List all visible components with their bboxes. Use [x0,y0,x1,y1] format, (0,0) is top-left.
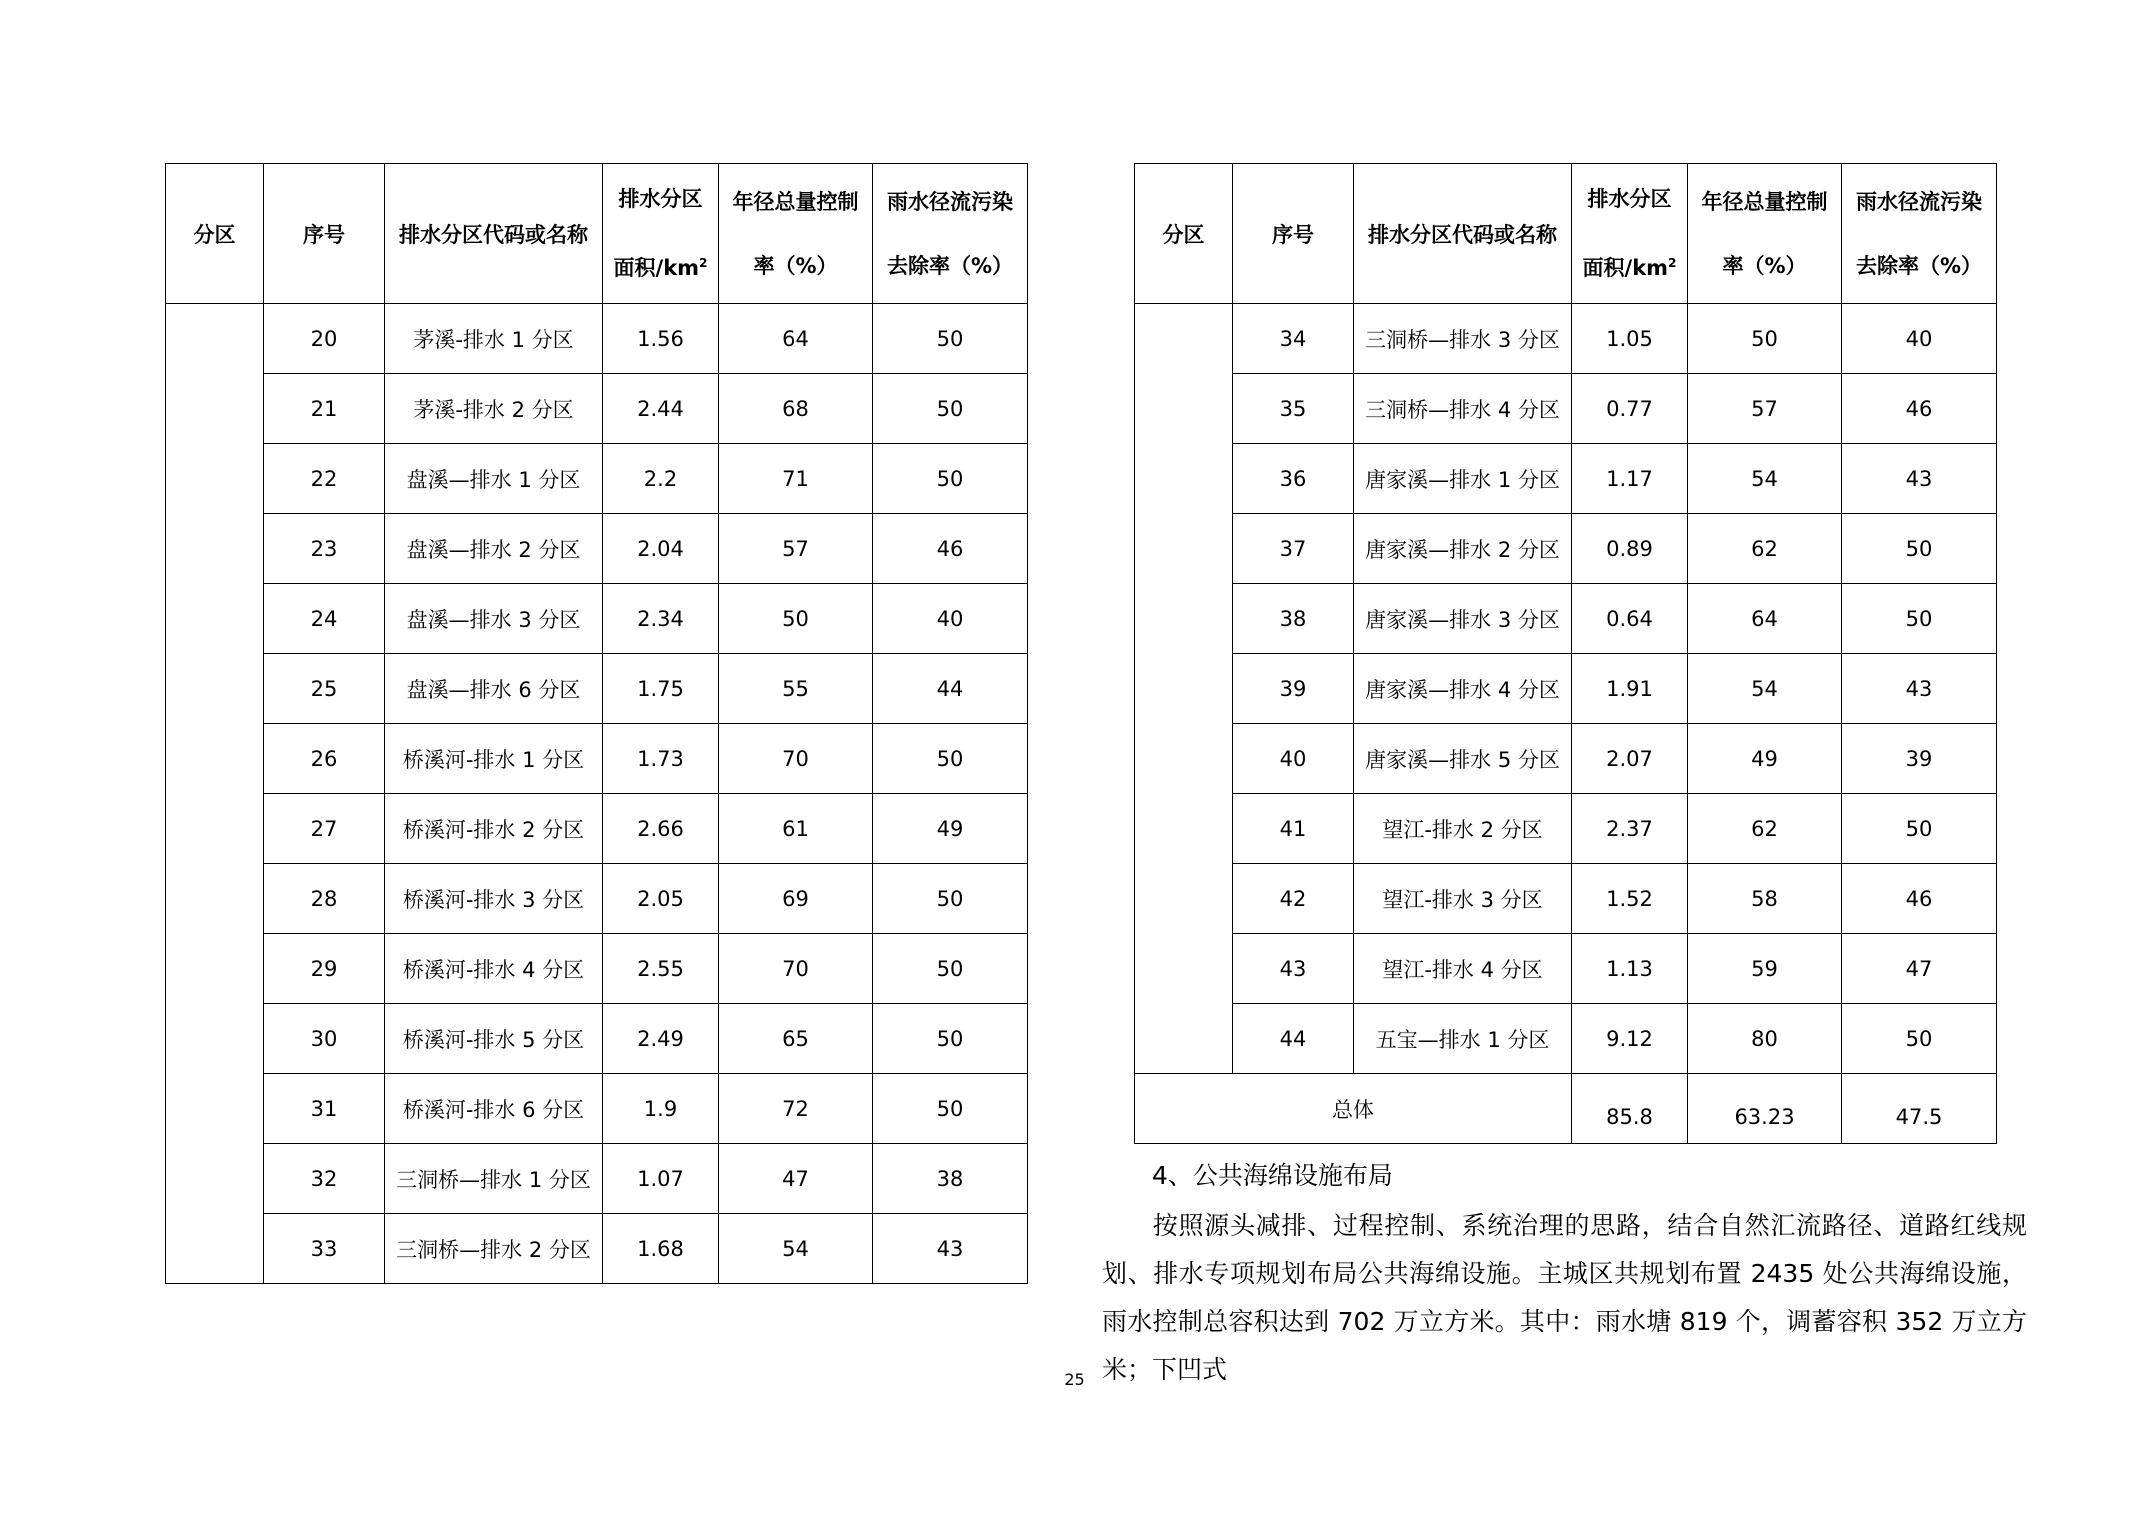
control-rate-cell: 65 [719,1004,873,1074]
removal-rate-cell: 50 [873,864,1028,934]
area-cell: 2.66 [603,794,719,864]
removal-rate-cell: 39 [1842,724,1997,794]
control-rate-cell: 62 [1688,794,1842,864]
header-name: 排水分区代码或名称 [385,164,603,304]
removal-rate-cell: 50 [873,1004,1028,1074]
total-removal: 47.5 [1842,1074,1997,1144]
table-header-row [1135,164,1997,304]
table-row [166,584,1028,654]
header-removal: 雨水径流污染 去除率（%） [1842,164,1997,304]
name-cell: 唐家溪—排水 2 分区 [1354,514,1572,584]
name-cell: 桥溪河-排水 1 分区 [385,724,603,794]
control-rate-cell: 64 [1688,584,1842,654]
removal-rate-cell: 50 [873,1074,1028,1144]
total-area: 85.8 [1572,1074,1688,1144]
name-cell: 唐家溪—排水 3 分区 [1354,584,1572,654]
removal-rate-cell: 50 [873,374,1028,444]
removal-rate-cell: 47 [1842,934,1997,1004]
control-rate-cell: 80 [1688,1004,1842,1074]
name-cell: 望江-排水 2 分区 [1354,794,1572,864]
left-drainage-table [165,163,1028,1284]
control-rate-cell: 54 [1688,444,1842,514]
area-cell: 2.2 [603,444,719,514]
header-control: 年径总量控制 率（%） [1688,164,1842,304]
seq-cell: 42 [1233,864,1354,934]
seq-cell: 44 [1233,1004,1354,1074]
removal-rate-cell: 40 [1842,304,1997,374]
header-removal: 雨水径流污染 去除率（%） [873,164,1028,304]
removal-rate-cell: 46 [1842,864,1997,934]
name-cell: 三洞桥—排水 3 分区 [1354,304,1572,374]
name-cell: 望江-排水 3 分区 [1354,864,1572,934]
area-cell: 1.13 [1572,934,1688,1004]
seq-cell: 29 [264,934,385,1004]
name-cell: 盘溪—排水 2 分区 [385,514,603,584]
table-row [166,1074,1028,1144]
name-cell: 桥溪河-排水 4 分区 [385,934,603,1004]
name-cell: 盘溪—排水 1 分区 [385,444,603,514]
seq-cell: 35 [1233,374,1354,444]
table-row [1135,584,1997,654]
table-row [166,934,1028,1004]
total-control: 63.23 [1688,1074,1842,1144]
section-heading: 4、公共海绵设施布局 [1152,1161,1393,1190]
area-cell: 0.89 [1572,514,1688,584]
table-row [1135,654,1997,724]
area-cell: 1.52 [1572,864,1688,934]
table-row [1135,1004,1997,1074]
table-row [1135,514,1997,584]
table-row [166,1004,1028,1074]
removal-rate-cell: 50 [1842,584,1997,654]
header-control: 年径总量控制 率（%） [719,164,873,304]
area-cell: 1.91 [1572,654,1688,724]
header-seq: 序号 [1233,164,1354,304]
removal-rate-cell: 50 [873,444,1028,514]
area-cell: 2.05 [603,864,719,934]
control-rate-cell: 55 [719,654,873,724]
seq-cell: 36 [1233,444,1354,514]
area-cell: 2.04 [603,514,719,584]
name-cell: 三洞桥—排水 2 分区 [385,1214,603,1284]
table-row [1135,864,1997,934]
control-rate-cell: 54 [1688,654,1842,724]
seq-cell: 21 [264,374,385,444]
seq-cell: 41 [1233,794,1354,864]
area-cell: 0.64 [1572,584,1688,654]
name-cell: 望江-排水 4 分区 [1354,934,1572,1004]
removal-rate-cell: 46 [873,514,1028,584]
control-rate-cell: 69 [719,864,873,934]
seq-cell: 25 [264,654,385,724]
table-row [166,794,1028,864]
removal-rate-cell: 38 [873,1144,1028,1214]
table-row [166,654,1028,724]
control-rate-cell: 54 [719,1214,873,1284]
table-row [1135,934,1997,1004]
area-cell: 2.49 [603,1004,719,1074]
seq-cell: 22 [264,444,385,514]
area-cell: 2.55 [603,934,719,1004]
area-cell: 9.12 [1572,1004,1688,1074]
control-rate-cell: 70 [719,724,873,794]
seq-cell: 39 [1233,654,1354,724]
seq-cell: 38 [1233,584,1354,654]
area-cell: 1.17 [1572,444,1688,514]
name-cell: 三洞桥—排水 4 分区 [1354,374,1572,444]
removal-rate-cell: 50 [1842,794,1997,864]
zone-cell [1135,304,1233,1074]
name-cell: 盘溪—排水 3 分区 [385,584,603,654]
header-zone: 分区 [1135,164,1233,304]
name-cell: 唐家溪—排水 4 分区 [1354,654,1572,724]
right-drainage-table [1134,163,1997,1144]
header-area: 排水分区 面积$/km^2$ [603,164,719,304]
table-row [1135,724,1997,794]
removal-rate-cell: 43 [1842,654,1997,724]
control-rate-cell: 71 [719,444,873,514]
control-rate-cell: 61 [719,794,873,864]
control-rate-cell: 57 [1688,374,1842,444]
removal-rate-cell: 50 [873,304,1028,374]
control-rate-cell: 58 [1688,864,1842,934]
area-cell: 1.68 [603,1214,719,1284]
name-cell: 唐家溪—排水 5 分区 [1354,724,1572,794]
seq-cell: 26 [264,724,385,794]
table-row [166,374,1028,444]
header-area: 排水分区 面积$/km^2$ [1572,164,1688,304]
zone-cell [166,304,264,1284]
table-row [1135,444,1997,514]
table-row [166,864,1028,934]
area-cell: 1.07 [603,1144,719,1214]
area-cell: 1.56 [603,304,719,374]
removal-rate-cell: 50 [873,724,1028,794]
control-rate-cell: 57 [719,514,873,584]
table-row [166,724,1028,794]
table-row [166,514,1028,584]
area-cell: 2.34 [603,584,719,654]
name-cell: 唐家溪—排水 1 分区 [1354,444,1572,514]
control-rate-cell: 49 [1688,724,1842,794]
table-row [1135,794,1997,864]
header-seq: 序号 [264,164,385,304]
seq-cell: 37 [1233,514,1354,584]
removal-rate-cell: 50 [1842,514,1997,584]
area-cell: 1.73 [603,724,719,794]
seq-cell: 31 [264,1074,385,1144]
name-cell: 桥溪河-排水 6 分区 [385,1074,603,1144]
area-cell: 1.75 [603,654,719,724]
seq-cell: 27 [264,794,385,864]
name-cell: 桥溪河-排水 2 分区 [385,794,603,864]
page-number: 25 [1064,1370,1085,1389]
seq-cell: 28 [264,864,385,934]
header-zone: 分区 [166,164,264,304]
control-rate-cell: 68 [719,374,873,444]
table-row [166,444,1028,514]
seq-cell: 24 [264,584,385,654]
area-cell: 0.77 [1572,374,1688,444]
name-cell: 盘溪—排水 6 分区 [385,654,603,724]
control-rate-cell: 59 [1688,934,1842,1004]
name-cell: 五宝—排水 1 分区 [1354,1004,1572,1074]
table-header-row [166,164,1028,304]
name-cell: 桥溪河-排水 3 分区 [385,864,603,934]
total-row [1135,1074,1997,1144]
seq-cell: 40 [1233,724,1354,794]
seq-cell: 20 [264,304,385,374]
removal-rate-cell: 46 [1842,374,1997,444]
control-rate-cell: 62 [1688,514,1842,584]
table-row [166,304,1028,374]
control-rate-cell: 50 [1688,304,1842,374]
body-paragraph [1102,1202,2027,1394]
area-cell: 2.44 [603,374,719,444]
seq-cell: 43 [1233,934,1354,1004]
seq-cell: 33 [264,1214,385,1284]
header-name: 排水分区代码或名称 [1354,164,1572,304]
removal-rate-cell: 50 [873,934,1028,1004]
control-rate-cell: 64 [719,304,873,374]
area-cell: 1.9 [603,1074,719,1144]
table-row [166,1144,1028,1214]
seq-cell: 30 [264,1004,385,1074]
paragraph-text: 按照源头减排、过程控制、系统治理的思路，结合自然汇流路径、道路红线规划、排水专项规划布局公共海绵设施。主城区共规划布置 2435 处公共海绵设施，雨水控制总容积达到 702 万立方米。其中：雨水塘 819 个，调蓄容积 352 万立方米；下凹式 [1102,1211,2027,1384]
seq-cell: 23 [264,514,385,584]
area-cell: 2.07 [1572,724,1688,794]
name-cell: 三洞桥—排水 1 分区 [385,1144,603,1214]
removal-rate-cell: 50 [1842,1004,1997,1074]
total-label: 总体 [1135,1074,1572,1144]
removal-rate-cell: 43 [873,1214,1028,1284]
seq-cell: 34 [1233,304,1354,374]
name-cell: 茅溪-排水 2 分区 [385,374,603,444]
control-rate-cell: 70 [719,934,873,1004]
table-row [166,1214,1028,1284]
name-cell: 桥溪河-排水 5 分区 [385,1004,603,1074]
seq-cell: 32 [264,1144,385,1214]
table-row [1135,374,1997,444]
removal-rate-cell: 49 [873,794,1028,864]
name-cell: 茅溪-排水 1 分区 [385,304,603,374]
control-rate-cell: 47 [719,1144,873,1214]
area-cell: 1.05 [1572,304,1688,374]
control-rate-cell: 50 [719,584,873,654]
table-row [1135,304,1997,374]
removal-rate-cell: 40 [873,584,1028,654]
area-cell: 2.37 [1572,794,1688,864]
removal-rate-cell: 44 [873,654,1028,724]
control-rate-cell: 72 [719,1074,873,1144]
removal-rate-cell: 43 [1842,444,1997,514]
